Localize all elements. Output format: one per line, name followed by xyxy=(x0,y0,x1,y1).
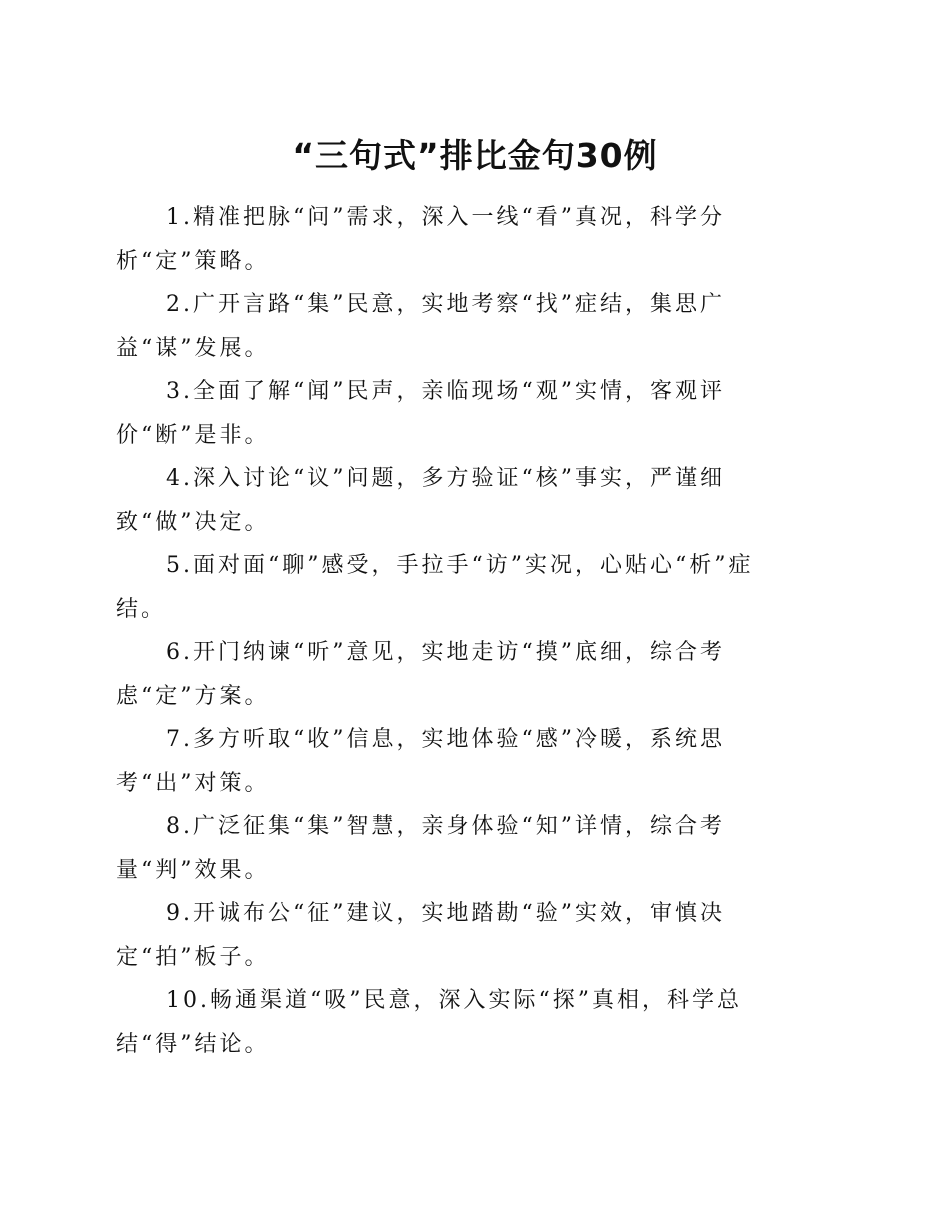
list-item-line-2: 析“定”策略。 xyxy=(116,249,270,274)
list-item-line-2: 量“判”效果。 xyxy=(116,858,270,883)
list-item-line-2: 致“做”决定。 xyxy=(116,510,270,535)
list-item-line-1: 4.深入讨论“议”问题，多方验证“核”事实，严谨细 xyxy=(166,466,725,491)
list-item-line-2: 价“断”是非。 xyxy=(116,423,270,448)
list-item-line-2: 考“出”对策。 xyxy=(116,771,270,796)
list-item-line-2: 定“拍”板子。 xyxy=(116,945,270,970)
list-item-line-1: 7.多方听取“收”信息，实地体验“感”冷暖，系统思 xyxy=(166,727,725,752)
list-item-line-2: 结“得”结论。 xyxy=(116,1032,270,1057)
page-title: “三句式”排比金句30例 xyxy=(292,136,658,175)
list-item-line-1: 8.广泛征集“集”智慧，亲身体验“知”详情，综合考 xyxy=(166,814,725,839)
list-item-line-1: 2.广开言路“集”民意，实地考察“找”症结，集思广 xyxy=(166,292,725,317)
list-item-line-1: 6.开门纳谏“听”意见，实地走访“摸”底细，综合考 xyxy=(166,640,725,665)
list-item-line-2: 虑“定”方案。 xyxy=(116,684,270,709)
list-item-line-1: 9.开诚布公“征”建议，实地踏勘“验”实效，审慎决 xyxy=(166,901,725,926)
list-item-line-2: 结。 xyxy=(116,597,167,622)
list-item-line-2: 益“谋”发展。 xyxy=(116,336,270,361)
list-item-line-1: 3.全面了解“闻”民声，亲临现场“观”实情，客观评 xyxy=(166,379,725,404)
list-item-line-1: 5.面对面“聊”感受，手拉手“访”实况，心贴心“析”症 xyxy=(166,553,754,578)
list-item-line-1: 1.精准把脉“问”需求，深入一线“看”真况，科学分 xyxy=(166,205,725,230)
list-item-line-1: 10.畅通渠道“吸”民意，深入实际“探”真相，科学总 xyxy=(166,988,742,1013)
